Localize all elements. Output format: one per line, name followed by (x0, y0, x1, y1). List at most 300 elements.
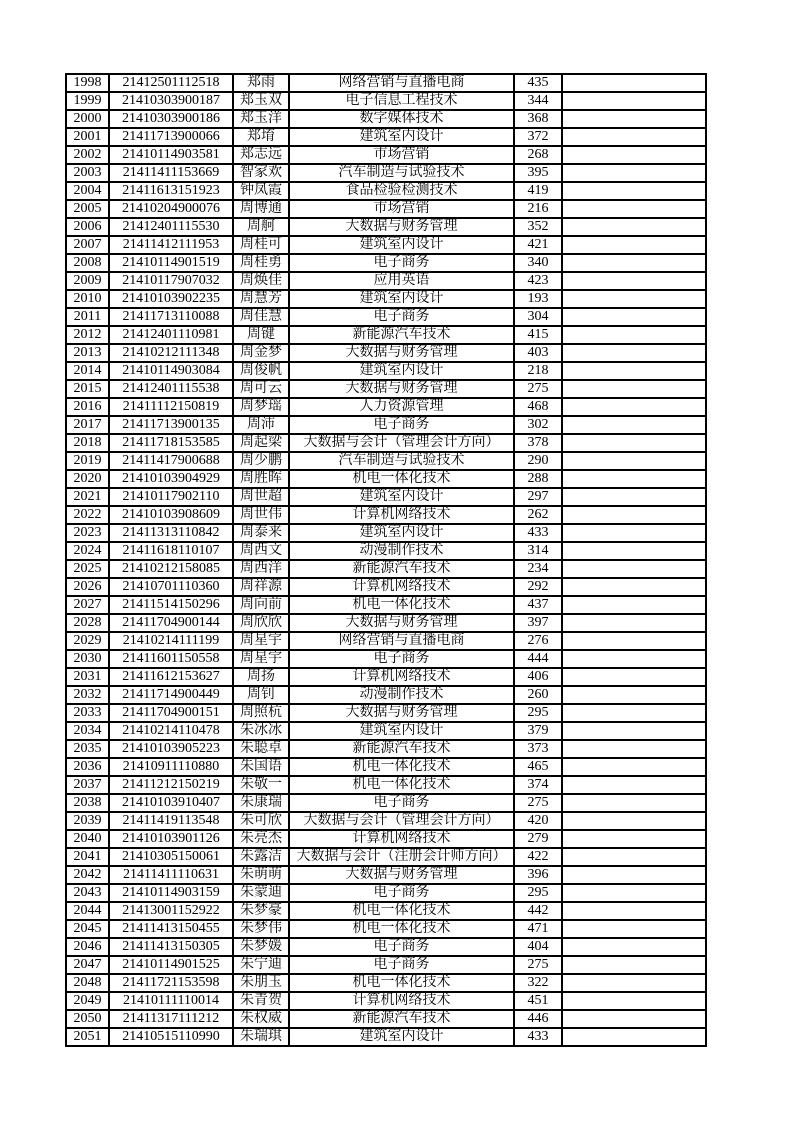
cell-major: 电子商务 (289, 794, 514, 812)
cell-empty (562, 704, 706, 722)
cell-empty (562, 866, 706, 884)
cell-score: 465 (514, 758, 562, 776)
cell-score: 302 (514, 416, 562, 434)
cell-empty (562, 632, 706, 650)
cell-empty (562, 992, 706, 1010)
cell-name: 周起梁 (233, 434, 289, 452)
cell-name: 钟凤霞 (233, 182, 289, 200)
table-row (66, 776, 706, 794)
cell-major: 机电一体化技术 (289, 974, 514, 992)
table-row (66, 74, 706, 92)
cell-major: 汽车制造与试验技术 (289, 164, 514, 182)
table-row (66, 974, 706, 992)
cell-student-id: 21411419113548 (109, 812, 233, 830)
cell-seq: 2047 (66, 956, 109, 974)
cell-empty (562, 182, 706, 200)
cell-major: 大数据与会计（注册会计师方向） (289, 848, 514, 866)
cell-name: 周欣欣 (233, 614, 289, 632)
cell-major: 建筑室内设计 (289, 362, 514, 380)
cell-student-id: 21411413150305 (109, 938, 233, 956)
cell-major: 电子商务 (289, 650, 514, 668)
cell-name: 朱青贺 (233, 992, 289, 1010)
cell-student-id: 21410212111348 (109, 344, 233, 362)
cell-empty (562, 686, 706, 704)
cell-empty (562, 920, 706, 938)
cell-score: 322 (514, 974, 562, 992)
cell-major: 计算机网络技术 (289, 668, 514, 686)
table-row (66, 542, 706, 560)
cell-student-id: 21410204900076 (109, 200, 233, 218)
cell-name: 周西文 (233, 542, 289, 560)
cell-name: 周世超 (233, 488, 289, 506)
cell-name: 郑堉 (233, 128, 289, 146)
cell-name: 周胜晖 (233, 470, 289, 488)
cell-seq: 2042 (66, 866, 109, 884)
cell-student-id: 21411612153627 (109, 668, 233, 686)
cell-major: 大数据与财务管理 (289, 344, 514, 362)
cell-empty (562, 308, 706, 326)
cell-major: 计算机网络技术 (289, 506, 514, 524)
cell-seq: 2002 (66, 146, 109, 164)
cell-name: 郑玉洋 (233, 110, 289, 128)
cell-major: 电子信息工程技术 (289, 92, 514, 110)
cell-major: 建筑室内设计 (289, 1028, 514, 1046)
cell-student-id: 21410515110990 (109, 1028, 233, 1046)
cell-empty (562, 1028, 706, 1046)
cell-major: 电子商务 (289, 308, 514, 326)
cell-seq: 2007 (66, 236, 109, 254)
table-row (66, 848, 706, 866)
cell-student-id: 21410911110880 (109, 758, 233, 776)
cell-seq: 2012 (66, 326, 109, 344)
cell-name: 周向前 (233, 596, 289, 614)
cell-name: 朱露洁 (233, 848, 289, 866)
cell-empty (562, 902, 706, 920)
table-row (66, 344, 706, 362)
cell-empty (562, 596, 706, 614)
cell-seq: 2017 (66, 416, 109, 434)
cell-name: 周少鹏 (233, 452, 289, 470)
cell-student-id: 21412401115530 (109, 218, 233, 236)
cell-score: 193 (514, 290, 562, 308)
cell-major: 大数据与财务管理 (289, 704, 514, 722)
cell-seq: 2032 (66, 686, 109, 704)
cell-student-id: 21411718153585 (109, 434, 233, 452)
cell-major: 食品检验检测技术 (289, 182, 514, 200)
cell-student-id: 21410111110014 (109, 992, 233, 1010)
cell-major: 动漫制作技术 (289, 542, 514, 560)
cell-score: 415 (514, 326, 562, 344)
table-row (66, 182, 706, 200)
cell-score: 373 (514, 740, 562, 758)
table-row (66, 470, 706, 488)
cell-score: 468 (514, 398, 562, 416)
cell-empty (562, 92, 706, 110)
cell-score: 304 (514, 308, 562, 326)
cell-score: 451 (514, 992, 562, 1010)
cell-seq: 2025 (66, 560, 109, 578)
cell-empty (562, 218, 706, 236)
cell-name: 智家欢 (233, 164, 289, 182)
cell-major: 网络营销与直播电商 (289, 632, 514, 650)
cell-score: 290 (514, 452, 562, 470)
cell-empty (562, 452, 706, 470)
cell-empty (562, 668, 706, 686)
cell-score: 295 (514, 884, 562, 902)
table-row (66, 128, 706, 146)
cell-seq: 2035 (66, 740, 109, 758)
cell-name: 朱瑞琪 (233, 1028, 289, 1046)
cell-seq: 2034 (66, 722, 109, 740)
cell-student-id: 21412401115538 (109, 380, 233, 398)
cell-score: 275 (514, 380, 562, 398)
cell-score: 397 (514, 614, 562, 632)
cell-score: 275 (514, 956, 562, 974)
cell-seq: 2021 (66, 488, 109, 506)
table-row (66, 416, 706, 434)
table-row (66, 614, 706, 632)
cell-score: 446 (514, 1010, 562, 1028)
cell-name: 周键 (233, 326, 289, 344)
cell-major: 建筑室内设计 (289, 488, 514, 506)
cell-seq: 2038 (66, 794, 109, 812)
cell-major: 汽车制造与试验技术 (289, 452, 514, 470)
cell-seq: 2049 (66, 992, 109, 1010)
cell-seq: 2015 (66, 380, 109, 398)
cell-major: 建筑室内设计 (289, 128, 514, 146)
table-row (66, 794, 706, 812)
cell-name: 朱蒙迪 (233, 884, 289, 902)
cell-name: 周祥源 (233, 578, 289, 596)
cell-score: 372 (514, 128, 562, 146)
table-row (66, 200, 706, 218)
cell-name: 朱可欣 (233, 812, 289, 830)
cell-empty (562, 542, 706, 560)
cell-score: 471 (514, 920, 562, 938)
cell-major: 计算机网络技术 (289, 578, 514, 596)
cell-empty (562, 956, 706, 974)
table-row (66, 308, 706, 326)
cell-major: 机电一体化技术 (289, 596, 514, 614)
cell-seq: 2043 (66, 884, 109, 902)
cell-major: 建筑室内设计 (289, 290, 514, 308)
cell-empty (562, 794, 706, 812)
cell-name: 朱聪卓 (233, 740, 289, 758)
cell-major: 机电一体化技术 (289, 470, 514, 488)
cell-empty (562, 380, 706, 398)
table-row (66, 596, 706, 614)
cell-name: 朱亮杰 (233, 830, 289, 848)
cell-major: 电子商务 (289, 416, 514, 434)
cell-empty (562, 884, 706, 902)
cell-student-id: 21411413150455 (109, 920, 233, 938)
cell-student-id: 21411713110088 (109, 308, 233, 326)
cell-student-id: 21410303900187 (109, 92, 233, 110)
table-row (66, 722, 706, 740)
cell-seq: 2023 (66, 524, 109, 542)
cell-seq: 2045 (66, 920, 109, 938)
cell-major: 电子商务 (289, 956, 514, 974)
table-row (66, 812, 706, 830)
cell-student-id: 21410214110478 (109, 722, 233, 740)
cell-name: 郑雨 (233, 74, 289, 92)
cell-student-id: 21411112150819 (109, 398, 233, 416)
cell-seq: 2029 (66, 632, 109, 650)
cell-empty (562, 434, 706, 452)
cell-score: 433 (514, 1028, 562, 1046)
cell-score: 218 (514, 362, 562, 380)
cell-student-id: 21411212150219 (109, 776, 233, 794)
table-row (66, 488, 706, 506)
cell-major: 大数据与财务管理 (289, 380, 514, 398)
cell-student-id: 21411417900688 (109, 452, 233, 470)
cell-score: 395 (514, 164, 562, 182)
cell-empty (562, 740, 706, 758)
cell-name: 朱萌萌 (233, 866, 289, 884)
table-row (66, 290, 706, 308)
cell-major: 新能源汽车技术 (289, 560, 514, 578)
cell-name: 周西洋 (233, 560, 289, 578)
cell-score: 276 (514, 632, 562, 650)
cell-score: 314 (514, 542, 562, 560)
cell-seq: 2000 (66, 110, 109, 128)
cell-major: 电子商务 (289, 938, 514, 956)
table-row (66, 956, 706, 974)
cell-empty (562, 1010, 706, 1028)
table-row (66, 740, 706, 758)
cell-student-id: 21411313110842 (109, 524, 233, 542)
cell-major: 网络营销与直播电商 (289, 74, 514, 92)
table-row (66, 1028, 706, 1046)
cell-seq: 2014 (66, 362, 109, 380)
table-row (66, 164, 706, 182)
cell-name: 朱国语 (233, 758, 289, 776)
table-row (66, 362, 706, 380)
cell-student-id: 21410114901525 (109, 956, 233, 974)
cell-student-id: 21411713900066 (109, 128, 233, 146)
cell-name: 周桂可 (233, 236, 289, 254)
cell-score: 378 (514, 434, 562, 452)
cell-score: 420 (514, 812, 562, 830)
cell-score: 404 (514, 938, 562, 956)
cell-empty (562, 254, 706, 272)
cell-major: 建筑室内设计 (289, 524, 514, 542)
cell-seq: 2031 (66, 668, 109, 686)
cell-major: 计算机网络技术 (289, 830, 514, 848)
cell-name: 郑志远 (233, 146, 289, 164)
cell-seq: 2027 (66, 596, 109, 614)
cell-student-id: 21411514150296 (109, 596, 233, 614)
cell-seq: 2039 (66, 812, 109, 830)
cell-name: 周可云 (233, 380, 289, 398)
cell-seq: 2001 (66, 128, 109, 146)
cell-student-id: 21412401110981 (109, 326, 233, 344)
cell-student-id: 21411714900449 (109, 686, 233, 704)
cell-student-id: 21411411153669 (109, 164, 233, 182)
cell-score: 292 (514, 578, 562, 596)
cell-empty (562, 236, 706, 254)
cell-student-id: 21411721153598 (109, 974, 233, 992)
cell-name: 朱冰冰 (233, 722, 289, 740)
cell-score: 444 (514, 650, 562, 668)
cell-seq: 2051 (66, 1028, 109, 1046)
cell-name: 郑玉双 (233, 92, 289, 110)
cell-student-id: 21410103905223 (109, 740, 233, 758)
cell-score: 268 (514, 146, 562, 164)
table-row (66, 938, 706, 956)
table-row (66, 506, 706, 524)
cell-student-id: 21410214111199 (109, 632, 233, 650)
cell-student-id: 21410117907032 (109, 272, 233, 290)
table-row (66, 1010, 706, 1028)
table-row (66, 632, 706, 650)
cell-name: 周桂勇 (233, 254, 289, 272)
cell-name: 周钊 (233, 686, 289, 704)
table-row (66, 578, 706, 596)
cell-name: 周梦瑶 (233, 398, 289, 416)
cell-seq: 2048 (66, 974, 109, 992)
table-row (66, 668, 706, 686)
cell-name: 周照杭 (233, 704, 289, 722)
cell-score: 396 (514, 866, 562, 884)
cell-name: 周焕佳 (233, 272, 289, 290)
cell-student-id: 21411411110631 (109, 866, 233, 884)
cell-empty (562, 938, 706, 956)
cell-score: 374 (514, 776, 562, 794)
cell-name: 周星宇 (233, 632, 289, 650)
cell-major: 建筑室内设计 (289, 722, 514, 740)
cell-student-id: 21411601150558 (109, 650, 233, 668)
cell-score: 297 (514, 488, 562, 506)
cell-empty (562, 344, 706, 362)
cell-student-id: 21410117902110 (109, 488, 233, 506)
student-score-table (65, 73, 707, 1047)
cell-score: 435 (514, 74, 562, 92)
cell-score: 352 (514, 218, 562, 236)
cell-name: 朱权威 (233, 1010, 289, 1028)
cell-name: 周俊帆 (233, 362, 289, 380)
cell-student-id: 21410701110360 (109, 578, 233, 596)
table-row (66, 146, 706, 164)
cell-major: 大数据与财务管理 (289, 614, 514, 632)
cell-empty (562, 164, 706, 182)
table-row (66, 866, 706, 884)
cell-empty (562, 74, 706, 92)
cell-name: 朱康瑞 (233, 794, 289, 812)
cell-seq: 2008 (66, 254, 109, 272)
cell-student-id: 21410114903084 (109, 362, 233, 380)
cell-empty (562, 758, 706, 776)
cell-major: 大数据与财务管理 (289, 866, 514, 884)
cell-empty (562, 146, 706, 164)
cell-score: 216 (514, 200, 562, 218)
cell-score: 421 (514, 236, 562, 254)
cell-major: 大数据与财务管理 (289, 218, 514, 236)
table-row (66, 830, 706, 848)
cell-empty (562, 416, 706, 434)
cell-student-id: 21410103910407 (109, 794, 233, 812)
cell-seq: 2005 (66, 200, 109, 218)
cell-empty (562, 650, 706, 668)
cell-major: 机电一体化技术 (289, 920, 514, 938)
cell-name: 周金梦 (233, 344, 289, 362)
cell-score: 442 (514, 902, 562, 920)
table-row (66, 902, 706, 920)
cell-major: 新能源汽车技术 (289, 326, 514, 344)
cell-major: 市场营销 (289, 200, 514, 218)
cell-seq: 2050 (66, 1010, 109, 1028)
cell-student-id: 21411412111953 (109, 236, 233, 254)
cell-score: 234 (514, 560, 562, 578)
cell-empty (562, 326, 706, 344)
table-row (66, 236, 706, 254)
cell-name: 朱梦伟 (233, 920, 289, 938)
cell-name: 朱宁迪 (233, 956, 289, 974)
cell-empty (562, 524, 706, 542)
table-row (66, 398, 706, 416)
cell-student-id: 21411704900151 (109, 704, 233, 722)
table-row (66, 758, 706, 776)
cell-seq: 2006 (66, 218, 109, 236)
cell-major: 电子商务 (289, 254, 514, 272)
table-row (66, 884, 706, 902)
cell-score: 260 (514, 686, 562, 704)
cell-seq: 2018 (66, 434, 109, 452)
cell-seq: 2013 (66, 344, 109, 362)
cell-student-id: 21410305150061 (109, 848, 233, 866)
cell-score: 419 (514, 182, 562, 200)
cell-empty (562, 974, 706, 992)
cell-student-id: 21410114903581 (109, 146, 233, 164)
cell-empty (562, 776, 706, 794)
cell-score: 288 (514, 470, 562, 488)
cell-seq: 2033 (66, 704, 109, 722)
cell-score: 423 (514, 272, 562, 290)
cell-empty (562, 578, 706, 596)
cell-student-id: 21410103908609 (109, 506, 233, 524)
table-row (66, 110, 706, 128)
cell-empty (562, 470, 706, 488)
cell-empty (562, 362, 706, 380)
table-row (66, 326, 706, 344)
table-row (66, 686, 706, 704)
cell-empty (562, 722, 706, 740)
cell-major: 机电一体化技术 (289, 758, 514, 776)
cell-major: 大数据与会计（管理会计方向） (289, 434, 514, 452)
cell-seq: 2041 (66, 848, 109, 866)
cell-name: 周星宇 (233, 650, 289, 668)
cell-student-id: 21410114901519 (109, 254, 233, 272)
cell-student-id: 21410103901126 (109, 830, 233, 848)
cell-seq: 2016 (66, 398, 109, 416)
cell-score: 379 (514, 722, 562, 740)
cell-name: 周泰来 (233, 524, 289, 542)
cell-seq: 2004 (66, 182, 109, 200)
cell-empty (562, 560, 706, 578)
cell-major: 大数据与会计（管理会计方向） (289, 812, 514, 830)
table-row (66, 254, 706, 272)
cell-student-id: 21410103902235 (109, 290, 233, 308)
cell-empty (562, 614, 706, 632)
table-row (66, 560, 706, 578)
cell-empty (562, 830, 706, 848)
cell-name: 周扬 (233, 668, 289, 686)
cell-student-id: 21410103904929 (109, 470, 233, 488)
cell-student-id: 21411317111212 (109, 1010, 233, 1028)
cell-score: 433 (514, 524, 562, 542)
cell-major: 机电一体化技术 (289, 776, 514, 794)
cell-major: 新能源汽车技术 (289, 740, 514, 758)
